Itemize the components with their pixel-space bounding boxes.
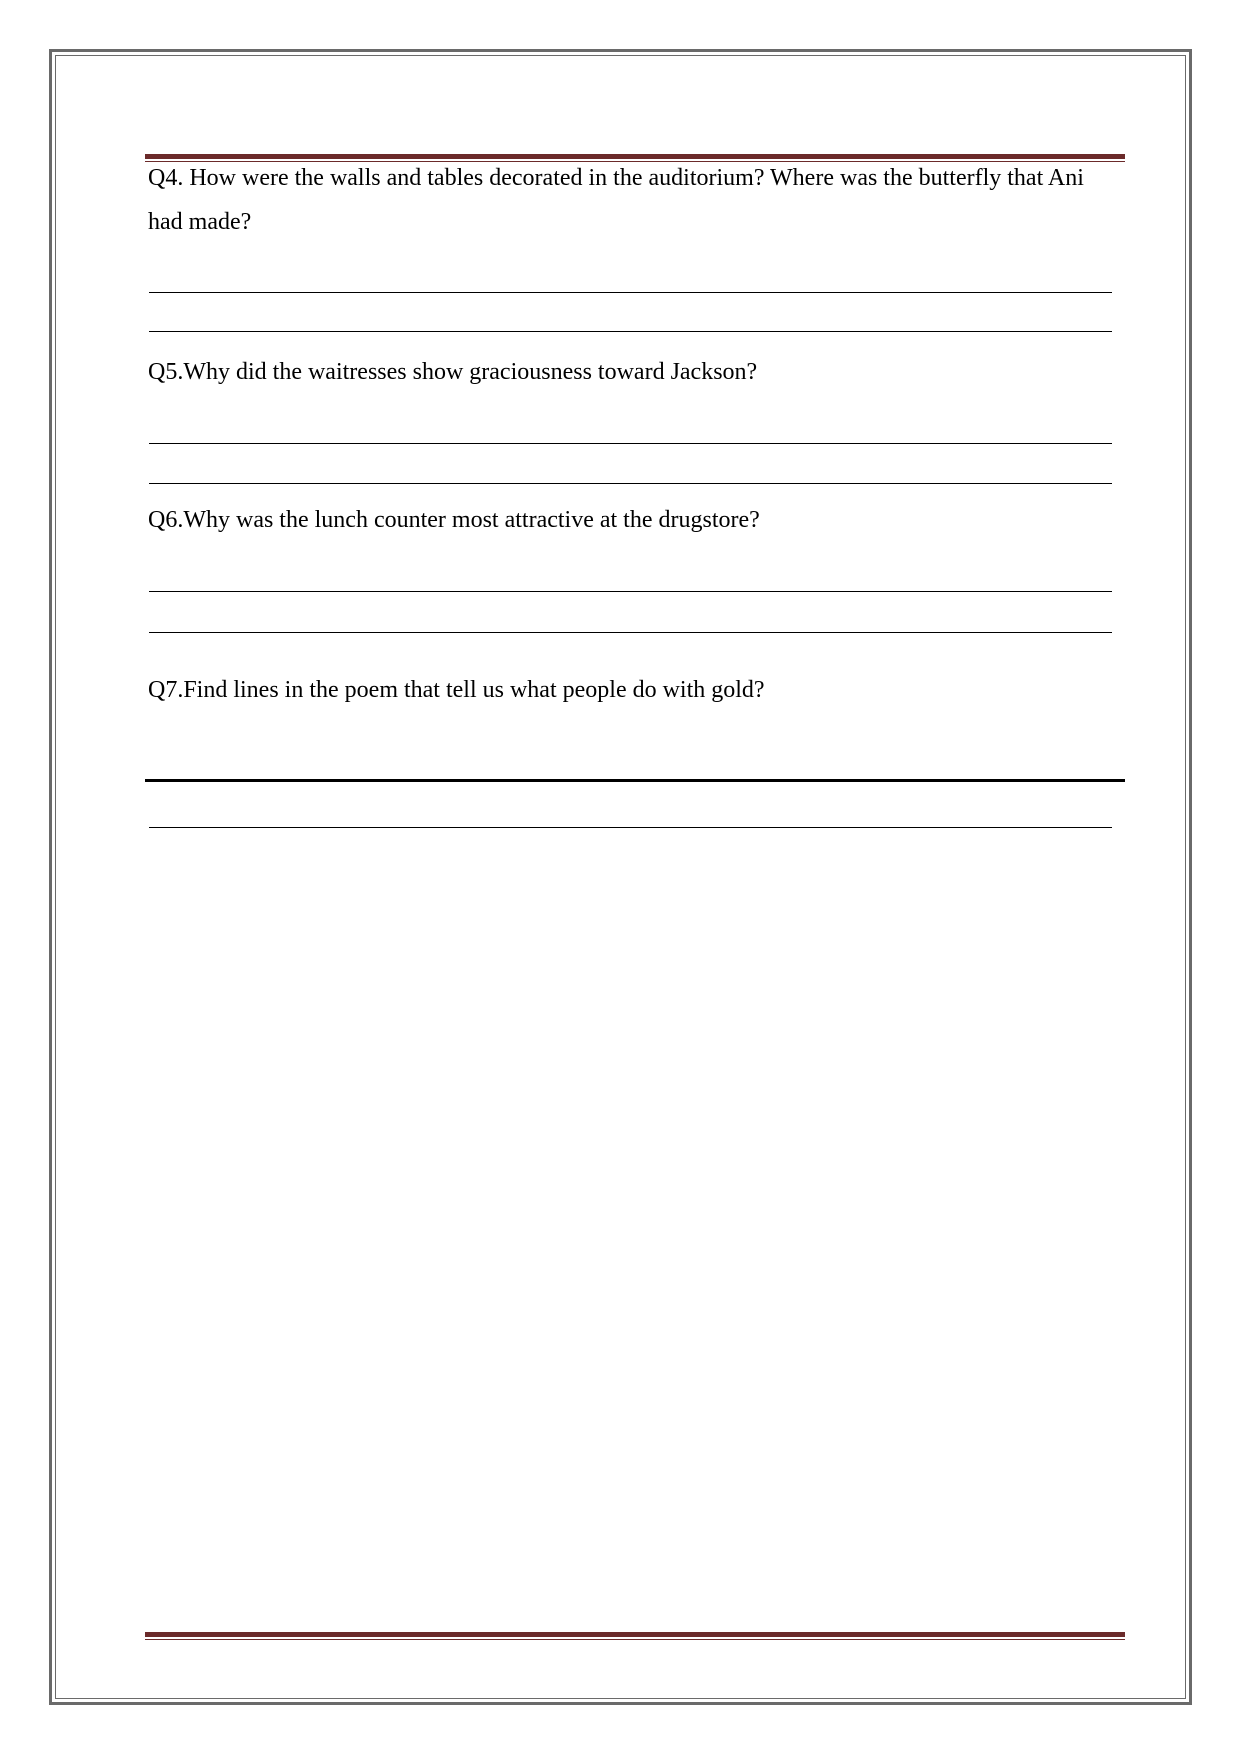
answer-line[interactable] — [145, 779, 1125, 782]
footer-rule — [145, 1632, 1125, 1642]
answer-line[interactable] — [149, 827, 1112, 828]
question-4: Q4. How were the walls and tables decorated in the auditorium? Where was the butterfly that Ani had made? — [148, 165, 1084, 235]
question-6: Q6.Why was the lunch counter most attractive at the drugstore? — [148, 507, 760, 533]
answer-line[interactable] — [149, 292, 1112, 293]
answer-line[interactable] — [149, 443, 1112, 444]
question-5: Q5.Why did the waitresses show graciousness toward Jackson? — [148, 359, 758, 385]
page-border-inner — [55, 55, 1186, 1699]
answer-line[interactable] — [149, 483, 1112, 484]
answer-line[interactable] — [149, 632, 1112, 633]
answer-line[interactable] — [149, 591, 1112, 592]
question-7: Q7.Find lines in the poem that tell us what people do with gold? — [148, 677, 765, 703]
answer-line[interactable] — [149, 331, 1112, 332]
